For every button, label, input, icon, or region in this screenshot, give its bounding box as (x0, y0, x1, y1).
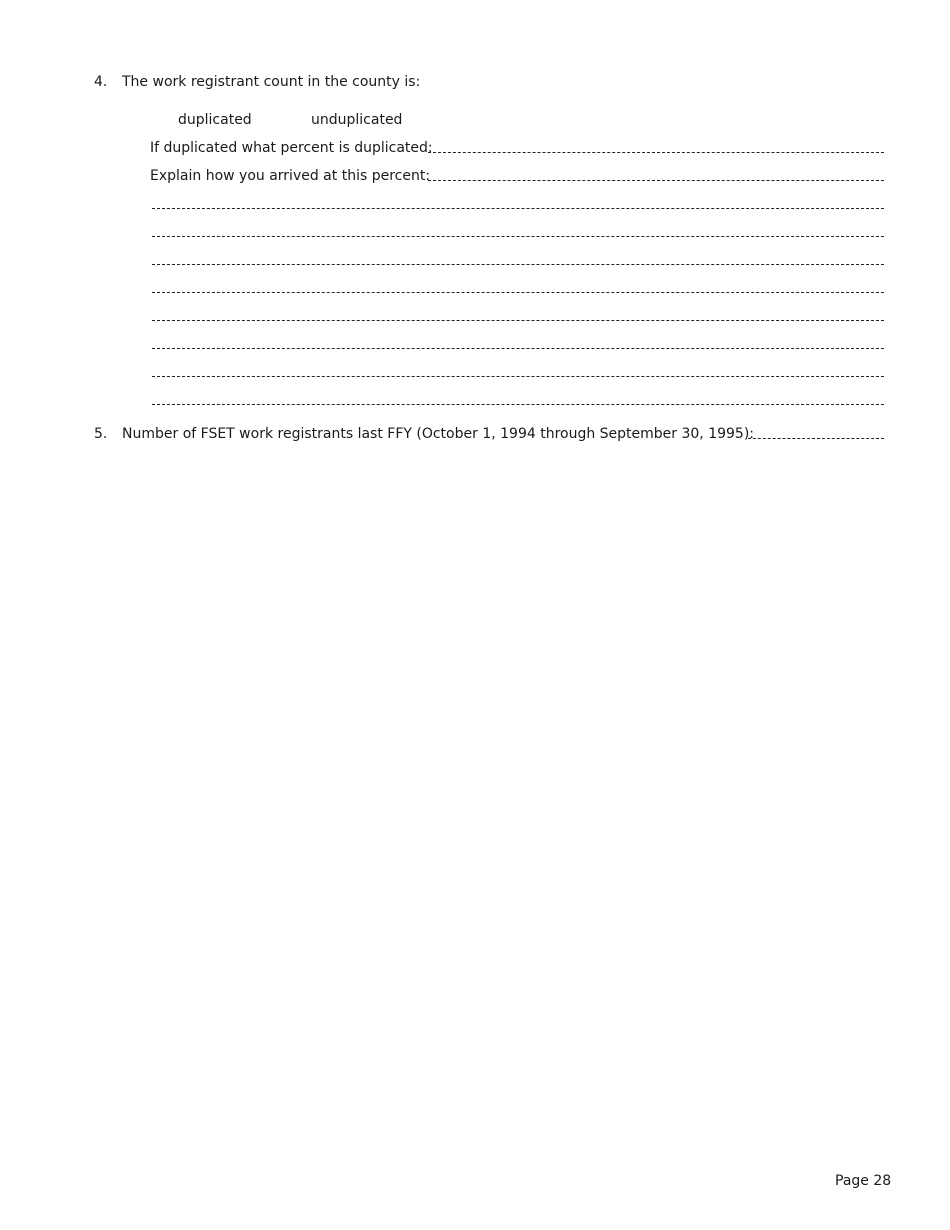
explain-percent-label: Explain how you arrived at this percent: (150, 168, 431, 184)
explain-answer-line[interactable] (152, 348, 884, 349)
percent-duplicated-label: If duplicated what percent is duplicated: (150, 140, 433, 156)
fset-registrants-answer-line[interactable] (748, 438, 884, 439)
explain-answer-line[interactable] (152, 264, 884, 265)
question-5-text: Number of FSET work registrants last FFY (October 1, 1994 through September 30, 1995): (122, 426, 755, 442)
option-unduplicated[interactable]: unduplicated (311, 112, 403, 128)
question-5-number: 5. (94, 426, 108, 442)
page-number: Page 28 (835, 1173, 892, 1189)
explain-answer-line[interactable] (152, 320, 884, 321)
explain-answer-line[interactable] (152, 292, 884, 293)
explain-answer-line[interactable] (428, 180, 884, 181)
question-4-number: 4. (94, 74, 108, 90)
explain-answer-line[interactable] (152, 208, 884, 209)
option-duplicated[interactable]: duplicated (178, 112, 252, 128)
explain-answer-line[interactable] (152, 236, 884, 237)
explain-answer-line[interactable] (152, 376, 884, 377)
explain-answer-line[interactable] (152, 404, 884, 405)
question-4-text: The work registrant count in the county is: (122, 74, 421, 90)
percent-duplicated-answer-line[interactable] (428, 152, 884, 153)
